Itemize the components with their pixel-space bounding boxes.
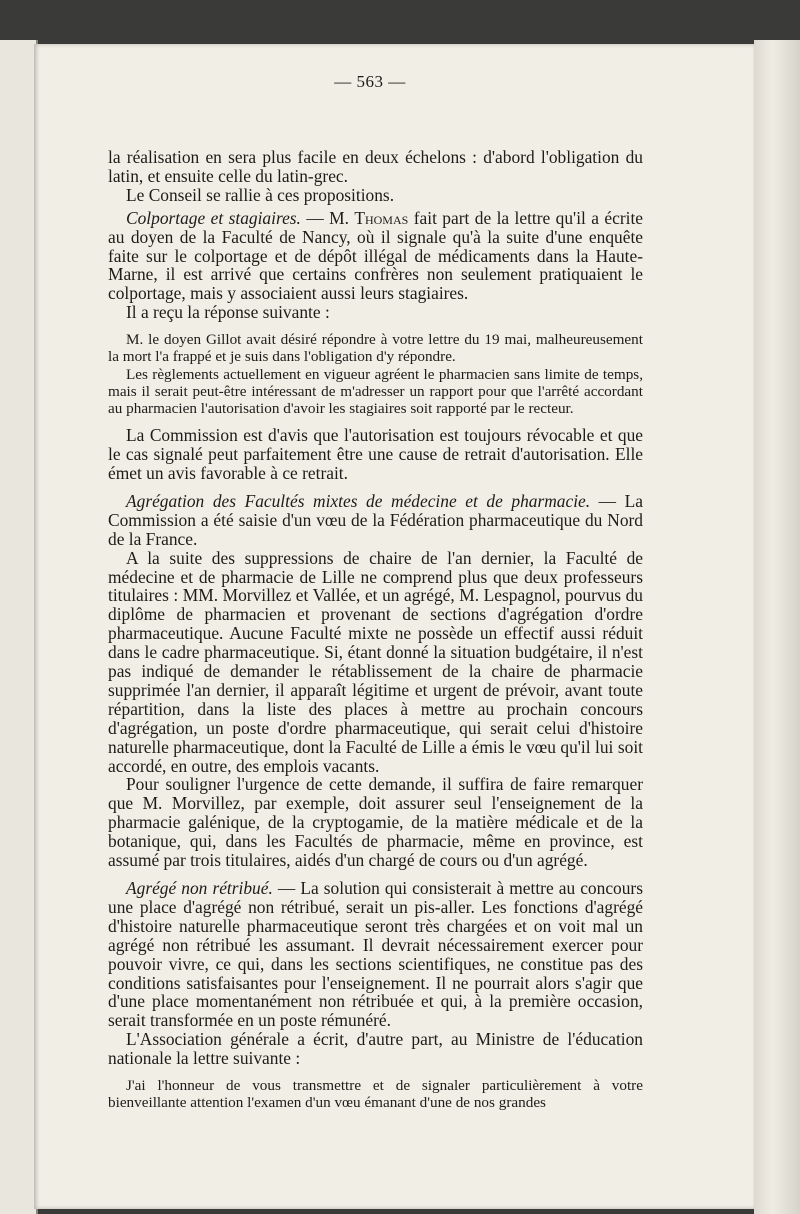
right-page-edge [754,40,800,1214]
quoted-letter-reglements: Les règlements actuellement en vigueur agréent le pharmacien sans limite de temps, mais il serait peut-être intéressant de m'adresser un rapport pour que l'arrêté accordant au pharmacien l'autorisation d'avoir les stagiaires soit rapporté par le recteur. [108,365,643,417]
paragraph-agregation: Agrégation des Facultés mixtes de médecine et de pharmacie. — La Commission a été saisie d'un vœu de la Fédération pharmaceutique du Nord de la France. [108,490,643,549]
paragraph-reponse-intro: Il a reçu la réponse suivante : [126,302,330,323]
quoted-letter-gillot: M. le doyen Gillot avait désiré répondre à votre lettre du 19 mai, malheureusement la mort l'a frappé et je suis dans l'obligation d'y répondre. [108,331,643,366]
paragraph-conseil: Le Conseil se rallie à ces propositions. [126,184,395,205]
quoted-letter-ministre: J'ai l'honneur de vous transmettre et de signaler particulièrement à votre bienveillante attention l'examen d'un vœu émanant d'une de nos grandes [108,1077,643,1112]
left-page-edge [0,40,38,1214]
page-body [108,148,643,1111]
person-name-thomas: Thomas [354,207,409,228]
paragraph-agrege-non-retribue: Agrégé non rétribué. — La solution qui consisterait à mettre au concours une place d'agrégé non rétribué, serait un pis-aller. Les fonctions d'agrégé d'histoire naturelle pharmaceutique seront très chargées et on voit mal un agrégé non rétribué les assumant. Il devrait nécessairement exercer pour pouvoir vivre, ce qui, dans les sections scientifiques, ne constitue pas des conditions satisfaisantes pour l'enseignement. Il ne pourrait alors s'agir que d'une place momentanément non rétribuée et qui, à la première occasion, serait transformée en un poste rémunéré. [108,878,643,1031]
paragraph-urgence: Pour souligner l'urgence de cette demande, il suffira de faire remarquer que M. Morvillez, par exemple, doit assurer seul l'enseignement de la pharmacie galénique, de la cryptogamie, de la matière médicale et de la botanique, qui, dans les Facultés de pharmacie, même en province, est assumé par trois titulaires, aidés d'un chargé de cours ou d'un agrégé. [108,774,643,871]
paragraph-colportage: Colportage et stagiaires. — M. Thomas fait part de la lettre qu'il a écrite au doyen de la Faculté de Nancy, où il signale qu'à la suite d'une enquête faite sur le colportage et de dépôt illégal de médicaments dans la Haute-Marne, il est arrivé que certains confrères non seulement pratiquaient le colportage, mais y associaient aussi leurs stagiaires. [108,207,644,304]
section-heading-agregation: Agrégation des Facultés mixtes de médecine et de pharmacie. [126,490,591,511]
paragraph-lille: A la suite des suppressions de chaire de l'an dernier, la Faculté de médecine et de pharmacie de Lille ne comprend plus que deux professeurs titulaires : MM. Morvillez et Vallée, et un agrégé, M. Lespagnol, pourvus du diplôme de pharmacien et provenant de sections d'agrégation d'ordre pharmaceutique. Aucune Faculté mixte ne possède un effectif aussi réduit dans le cadre pharmaceutique. Si, étant donné la situation budgétaire, il n'est pas indiqué de demander le rétablissement de la chaire de pharmacie supprimée l'an dernier, il apparaît légitime et urgent de prévoir, avant toute répartition, dans la liste des places à mettre au prochain concours d'agrégation, un poste d'ordre pharmaceutique, qui serait celui d'histoire naturelle pharmaceutique, dont la Faculté de Lille a émis le vœu qu'il lui soit accordé, en outre, des emplois vacants. [108,547,643,776]
section-heading-agrege: Agrégé non rétribué. [126,878,273,899]
section-heading-colportage: Colportage et stagiaires. [126,207,301,228]
paragraph-commission-avis: La Commission est d'avis que l'autorisation est toujours révocable et que le cas signalé peut parfaitement être une cause de retrait d'autorisation. Elle émet un avis favorable à ce retrait. [108,425,643,483]
page-number: — 563 — [334,72,406,91]
paragraph-latin: la réalisation en sera plus facile en deux échelons : d'abord l'obligation du latin, et ensuite celle du latin-grec. [108,147,643,186]
paragraph-association: L'Association générale a écrit, d'autre part, au Ministre de l'éducation nationale la lettre suivante : [108,1029,643,1069]
